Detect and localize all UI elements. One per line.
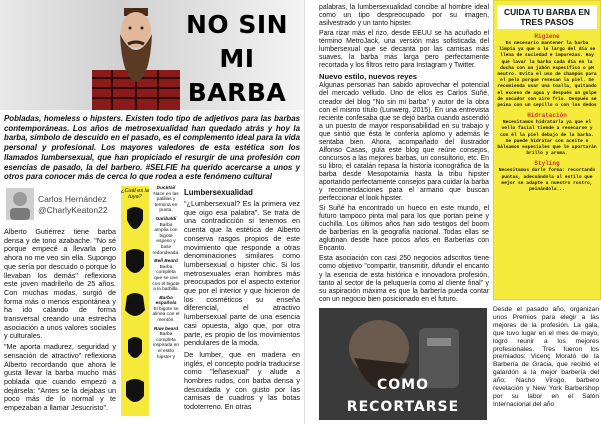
paragraph: Para rizar más el rizo, desde EEUU se ha acuñado el término MetroJack, una versión más sofisticada del lumbersexual que se decanta por las camisas más suaves, la barba más larga pero perfectamente recortada y los filtros retro para Instagram y Twitter. xyxy=(319,30,489,70)
paragraph: Alberto Gutiérrez tiene barba densa y de tono azabache. "No sé porque empecé a llevarla pero ahora no me veo sin ella. Supongo que sería por descuido o porque lo llevaban los demás" reflexiona este joven madrileño de 25 años. Con muchas modas, surgió de forma más o menos espontánea y ha ido calando de forma transversal creando una estrecha asociación a unos valores sociales y culturales. xyxy=(4,227,116,341)
list-item: Ducktail Nace en las patillas y termina en punta. xyxy=(153,186,179,214)
paragraph: "¿Lumbersexual? Es la primera vez que oigo esa palabra". Se trata de una contradicción si tenemos en cuenta que la estética de Alberto conserva rasgos propios de este movimiento que responde a otras denominaciones similares como lumbersexual o hipster chic. Si los metrosexuales eran hombres más preocupados por el aspecto exterior que por el interior y que hicieron de los cosméticos su enseña diferencial, el atractivo lumbersexual parte de una esencia casi opuesta, algo que, por otra parte, es propio de los movimientos pendulares de la moda. xyxy=(184,199,300,348)
paragraph: "Me aporta madurez, seguridad y sensación de atractivo" reflexiona Alberto recordando que ahora le gusta llevar la barba mucho más poblada que cuando empezó a dejársela: "Antes se la dejabas un poco más de lo normal y te empezaban a llamar Jesucristo". xyxy=(4,342,116,413)
right-page xyxy=(304,0,600,437)
ducktail-beard-icon xyxy=(127,207,143,229)
body-column-left xyxy=(4,228,116,415)
author-name: Carlos Hernández xyxy=(38,194,107,204)
paragraph: Esta asociación con casi 250 negocios adscritos tiene como objetivo "compartir, transmitir, difundir el encanto y la esencia de esta histórica e innovadora profesión, tanto al sector de la peluquería como al cliente final" y su aspiración máxima es que la barbería pueda contar con un negocio bien posicionado en el futuro. xyxy=(319,255,489,303)
bell-beard-icon xyxy=(125,293,145,316)
barber-photo xyxy=(319,308,487,437)
body-column-final: Desde el pasado año, organizan unos Premios para elegir a las mejores de la profesión. La gala, que tuvo lugar en el mes de mayo, logró reunir a los mejores profesionales. Tres fueron los premiados: Vicenç Morató de la Barbería de Gràcia, que recibió el galardón a la mejor barbería del año; Nacho Virogo, barbero revelación y New York Barbershop por su labor en el Salón Internacional del año xyxy=(493,306,599,408)
list-item: Bell Beard Barba completa que se une con el bigote a la barbilla. xyxy=(152,259,180,293)
section-heading: Nuevo estilo, nuevos reyes xyxy=(319,72,417,82)
sidebar-title: ¿Cuál es la tuya? xyxy=(121,188,149,200)
tip-text: Necesitamos hidratarla ya que el vello facial tiende a resecarse y con él la piel debajo de la barba. Se puede hidratar con aceite o bálsamos especiales que le aportarán brillo y aroma. xyxy=(497,120,597,157)
paragraph: palabras, la lumbersexualidad concibe al hombre ideal como un tipo despreocupado por su imagen, asilvestrado y un tanto hipster. xyxy=(319,4,489,28)
author-handle[interactable]: @CharlyKeaton22 xyxy=(38,205,108,215)
beard-care-tips-box xyxy=(493,0,601,300)
author-avatar xyxy=(6,188,34,220)
hero-image xyxy=(0,0,304,110)
author-byline xyxy=(6,186,118,224)
lead-paragraph: Pobladas, homeless o hipsters. Existen todo tipo de adjetivos para las barbas contemporáneas. Los años de metrosexualidad han quedado atrás y hoy la barba, símbolo de descuido en el pasado, es el complemento ideal para la vida personal y profesional. Los mayores valedores de esta estética son los llamados lumbersexual, que han propiciado el resurgir de una profesión con esencias de pasado, la del barbero. #SELFIE ha querido acercarse a unos y otros para conocer más de cerca lo que rodea a este fenómeno cultural xyxy=(4,114,300,182)
tip-heading: Higiene xyxy=(534,33,560,40)
tip-text: Es necesario mantener la barba limpia ya que a lo largo del día se llena de suciedad e impurezas. Hay que lavar la barba cada día en la ducha con un jabón específico o pH neutro. Evita el uso de champús para el pelo porque resecan la piel. Se recomienda usar una toalla, quitando el exceso de agua y después un golpe de secador con aire frío. Después se peina con un cepillo o con los dedos xyxy=(497,41,597,109)
photo-caption: COMO RECORTARSE LA BARBA xyxy=(346,377,460,437)
list-item: Raw beard Barba completa inspirada en el estilo hipster y xyxy=(152,326,180,360)
list-item: Barba española El bigote se alinea con el mentón. xyxy=(152,295,180,324)
tip-heading: Styling xyxy=(534,160,560,168)
raw-beard-icon xyxy=(126,379,144,402)
paragraph: Algunas personas han sabido aprovechar el potencial del mercado velludo. Uno de ellos es Carlos Suñé, creador del blog "No sin mi barba" y autor de la obra con el mismo título (Lunwerg, 2015). En una entrevista reciente confesaba que se dejó barba cuando ascendió a un puesto de mayor responsabilidad en su trabajo y que sintió que ésta le confería aplomo y además le sentaba bien. Ahora, acompañado del ilustrador Alfonso Casas, guía este blog que reúne consejos, concursos a las mejores barbas, un consultorio, etc. En su libro, el catalán repasa la historia iconográfica de la barba desde Mesopotamia hasta la tribu hipster aportando perfectamente consejos para cuidar la barba y recomendaciones para el armario que buscan perfeccionar el look hipster. xyxy=(319,82,489,203)
bearded-man-illustration xyxy=(92,0,180,110)
tip-heading: Hidratación xyxy=(527,112,567,120)
article-title: NO SIN MI BARBA xyxy=(185,10,289,107)
spanish-beard-icon xyxy=(128,337,142,358)
beard-styles-list xyxy=(152,186,180,416)
list-item: Garibaldi Barba amplia con bigote espeso y base redondeada. xyxy=(152,216,180,256)
body-column-middle xyxy=(184,200,300,415)
left-page xyxy=(0,0,304,424)
paragraph: Si Suñé ha encontrado un hueco en este mundo, el futuro tampoco pinta mal para los que portan peine y cuchilla. Los últimos años han sido testigos del boom de barberías en la geografía nacional. Todas ellas se aglutinan desde hace pocos años en Barberías con Encanto. xyxy=(319,205,489,253)
paragraph: De lumber, que en madera en inglés, el concepto podría traducirse como "leñasexual" y alude a hombres rudos, con barba densa y descuidada y con gusto por las camisas de cuadros y las botas todoterreno. En otras xyxy=(184,349,300,412)
author-avatar-icon xyxy=(6,188,34,220)
beard-silhouettes xyxy=(121,200,149,416)
body-column-right xyxy=(319,4,489,306)
tips-title: CUIDA TU BARBA EN TRES PASOS xyxy=(497,5,597,29)
section-heading: Lumbersexualidad xyxy=(184,188,253,197)
tip-text: Necesitamos darle forma: recortando puntas, adecuándola al estilo que mejor se adapte a nuestro rostro, peinándola... xyxy=(498,168,596,193)
garibaldi-beard-icon xyxy=(126,249,144,273)
